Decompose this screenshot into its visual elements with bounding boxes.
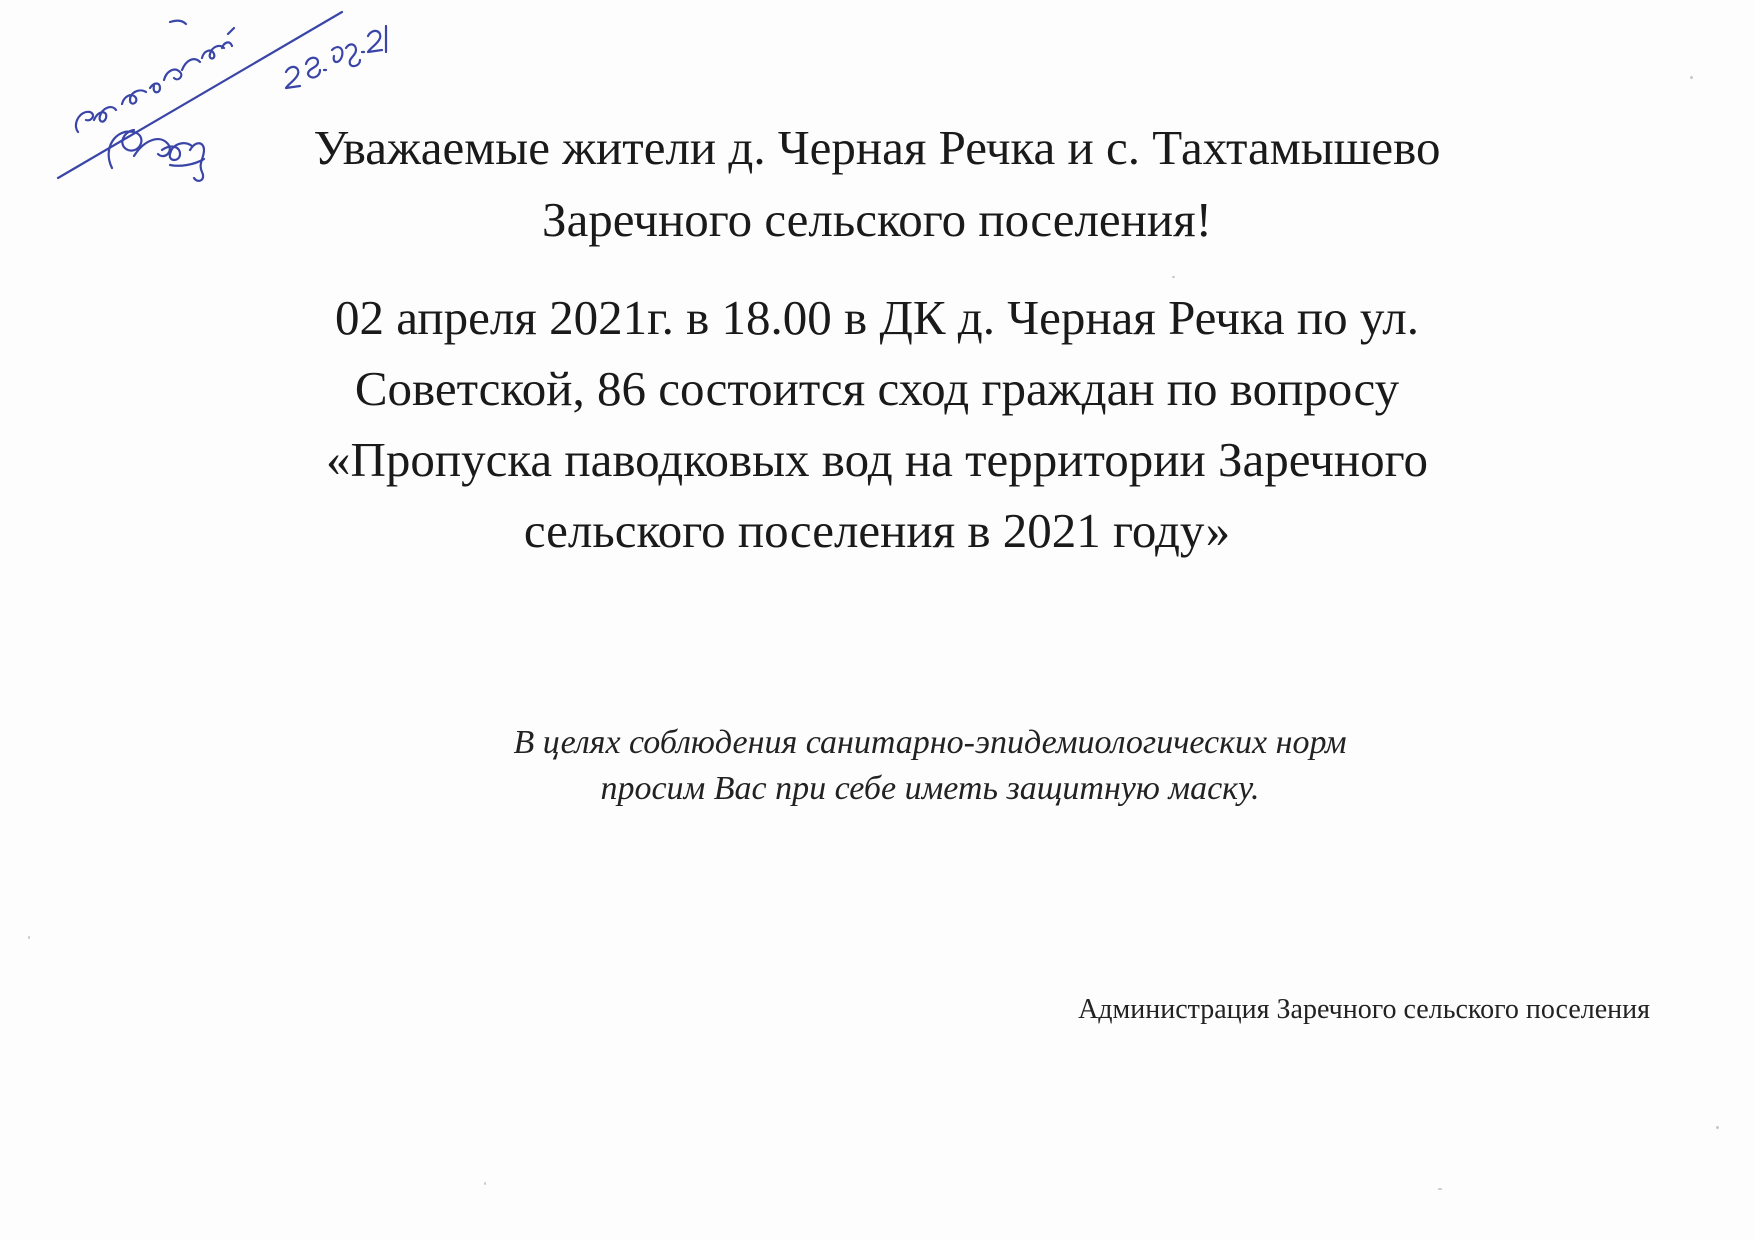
heading-line-1: Уважаемые жители д. Черная Речка и с. Тахтамышево xyxy=(313,120,1441,175)
scan-speck xyxy=(28,936,30,939)
scan-speck xyxy=(1690,76,1693,79)
scan-speck xyxy=(1716,1126,1719,1129)
notice-line-1: 02 апреля 2021г. в 18.00 в ДК д. Черная Речка по ул. xyxy=(335,290,1419,345)
scan-speck xyxy=(484,1182,486,1185)
note-line-1: В целях соблюдения санитарно-эпидемиологических норм xyxy=(513,724,1347,761)
note-line-2: просим Вас при себе иметь защитную маску. xyxy=(600,770,1260,807)
scan-speck xyxy=(1438,1188,1442,1190)
scan-speck xyxy=(1172,276,1175,278)
notice-body xyxy=(0,282,1754,566)
notice-line-4: сельского поселения в 2021 году» xyxy=(523,503,1231,558)
notice-line-3: «Пропуска паводковых вод на территории Заречного xyxy=(325,432,1429,487)
mask-reminder xyxy=(380,720,1480,812)
notice-heading xyxy=(0,112,1754,256)
heading-line-2: Заречного сельского поселения! xyxy=(542,192,1212,247)
administration-signature: Администрация Заречного сельского поселения xyxy=(1078,994,1650,1025)
notice-line-2: Советской, 86 состоится сход граждан по вопросу xyxy=(354,361,1400,416)
